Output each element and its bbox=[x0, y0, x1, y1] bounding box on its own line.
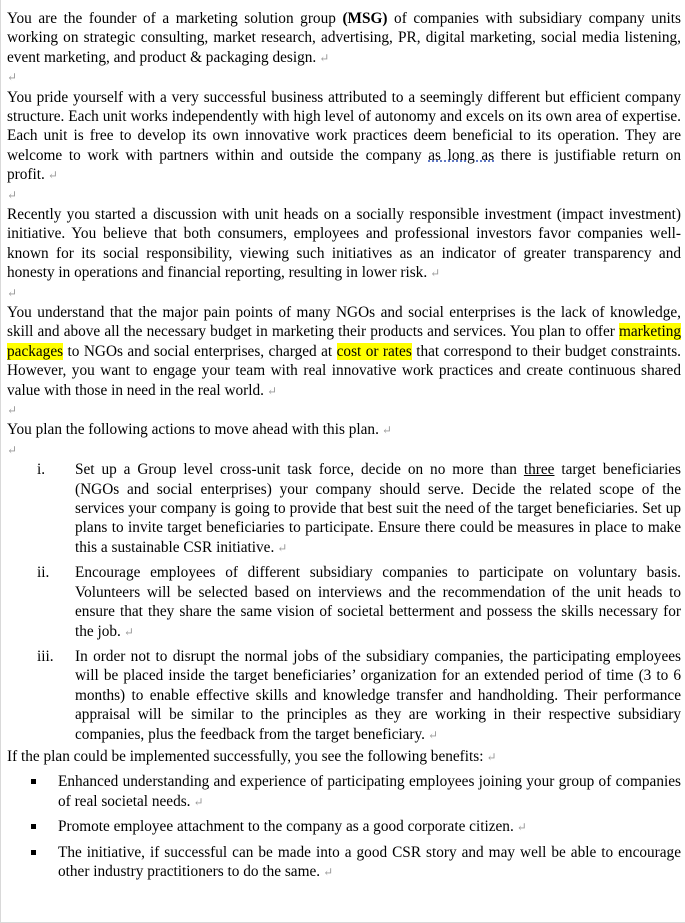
list-number: ii. bbox=[37, 564, 50, 582]
empty-paragraph: ↵ bbox=[7, 70, 18, 85]
paragraph-mark: ↵ bbox=[267, 383, 278, 398]
paragraph-mark: ↵ bbox=[430, 266, 441, 281]
bullet-icon bbox=[31, 824, 36, 829]
benefits-list bbox=[7, 772, 681, 882]
benefit-item: Promote employee attachment to the company as a good corporate citizen. ↵ bbox=[7, 817, 681, 837]
empty-paragraph: ↵ bbox=[7, 403, 18, 418]
action-item: i. Set up a Group level cross-unit task force, decide on no more than three target beneficiaries (NGOs and social enterprises) your company should serve. Decide the related scope of the services your company is going to provide that best suit the need of the target beneficiaries. Set up plans to invite target beneficiaries to participate. Ensure there could be measures in place to make this a sustainable CSR initiative. ↵ bbox=[37, 461, 681, 556]
paragraph-mark: ↵ bbox=[123, 624, 134, 639]
paragraph-mark: ↵ bbox=[427, 727, 439, 742]
paragraph-actions-intro: You plan the following actions to move ahead with this plan. ↵ bbox=[7, 421, 392, 439]
paragraph-mark: ↵ bbox=[381, 423, 392, 438]
paragraph-mark: ↵ bbox=[47, 168, 58, 183]
underlined-three: three bbox=[523, 461, 555, 479]
paragraph-structure: You pride yourself with a very successful business attributed to a seemingly different but efficient company structure. Each unit works independently with high level of autonomy and excels on its own area of expertise. Each unit is free to develop its own innovative work practices deem beneficial to its operation. They are welcome to work with partners within and outside the company as long as there is justifiable return on profit. ↵ bbox=[7, 88, 681, 184]
paragraph-mark: ↵ bbox=[323, 864, 334, 879]
empty-paragraph: ↵ bbox=[7, 442, 18, 457]
highlight-cost-or-rates: cost or rates bbox=[336, 342, 412, 360]
paragraph-benefits-intro: If the plan could be implemented successfully, you see the following benefits: ↵ bbox=[7, 747, 497, 765]
benefit-item: The initiative, if successful can be made into a good CSR story and may well be able to encourage other industry practitioners to do the same. ↵ bbox=[7, 843, 681, 883]
paragraph-intro: You are the founder of a marketing solution group (MSG) of companies with subsidiary company units working on strategic consulting, market research, advertising, PR, digital marketing, social media listening, event marketing, and product & packaging design. ↵ bbox=[7, 10, 681, 66]
paragraph-pain-points: You understand that the major pain points of many NGOs and social enterprises is the lack of knowledge, skill and above all the necessary budget in marketing their products and services. You plan to offer marketing packages to NGOs and social enterprises, charged at cost or rates that correspond to their budget constraints. However, you want to engage your team with real innovative work practices and create continuous shared value with those in need in the real world. ↵ bbox=[7, 304, 681, 399]
list-number: iii. bbox=[37, 647, 54, 665]
action-item: iii. In order not to disrupt the normal jobs of the subsidiary companies, the participating employees will be placed inside the target beneficiaries’ organization for an extended period of time (3 to 6 months) to enable effective skills and knowledge transfer and handholding. Their performance appraisal will be similar to the principles as they are working in their respective subsidiary companies, plus the feedback from the target beneficiary. ↵ bbox=[37, 647, 681, 743]
grammar-flag: as long as bbox=[428, 146, 495, 164]
paragraph-mark: ↵ bbox=[319, 50, 330, 65]
empty-paragraph: ↵ bbox=[7, 187, 18, 202]
document-body bbox=[7, 9, 681, 882]
paragraph-mark: ↵ bbox=[516, 820, 527, 835]
paragraph-impact-investment: Recently you started a discussion with unit heads on a socially responsible investment (impact investment) initiative. You believe that both consumers, employees and professional investors favor companies well-known for its social responsibility, viewing such initiatives as an indicator of greater transparency and honesty in operations and financial reporting, resulting in lower risk. ↵ bbox=[7, 206, 681, 282]
actions-list bbox=[7, 460, 681, 745]
bullet-icon bbox=[31, 850, 36, 855]
msg-acronym: (MSG) bbox=[342, 10, 388, 27]
action-item: ii. Encourage employees of different subsidiary companies to participate on voluntary basis. Volunteers will be selected based on interviews and the recommendation of the unit heads to ensure that they share the same vision of societal betterment and possess the skills necessary for the job. ↵ bbox=[37, 564, 681, 640]
highlight-marketing-packages: marketing packages bbox=[7, 323, 681, 360]
bullet-icon bbox=[31, 779, 36, 784]
paragraph-mark: ↵ bbox=[277, 540, 288, 555]
list-number: i. bbox=[37, 461, 46, 479]
paragraph-mark: ↵ bbox=[486, 749, 497, 764]
paragraph-mark: ↵ bbox=[193, 794, 204, 809]
empty-paragraph: ↵ bbox=[7, 285, 18, 300]
benefit-item: Enhanced understanding and experience of participating employees joining your group of companies of real societal needs. ↵ bbox=[7, 772, 681, 812]
